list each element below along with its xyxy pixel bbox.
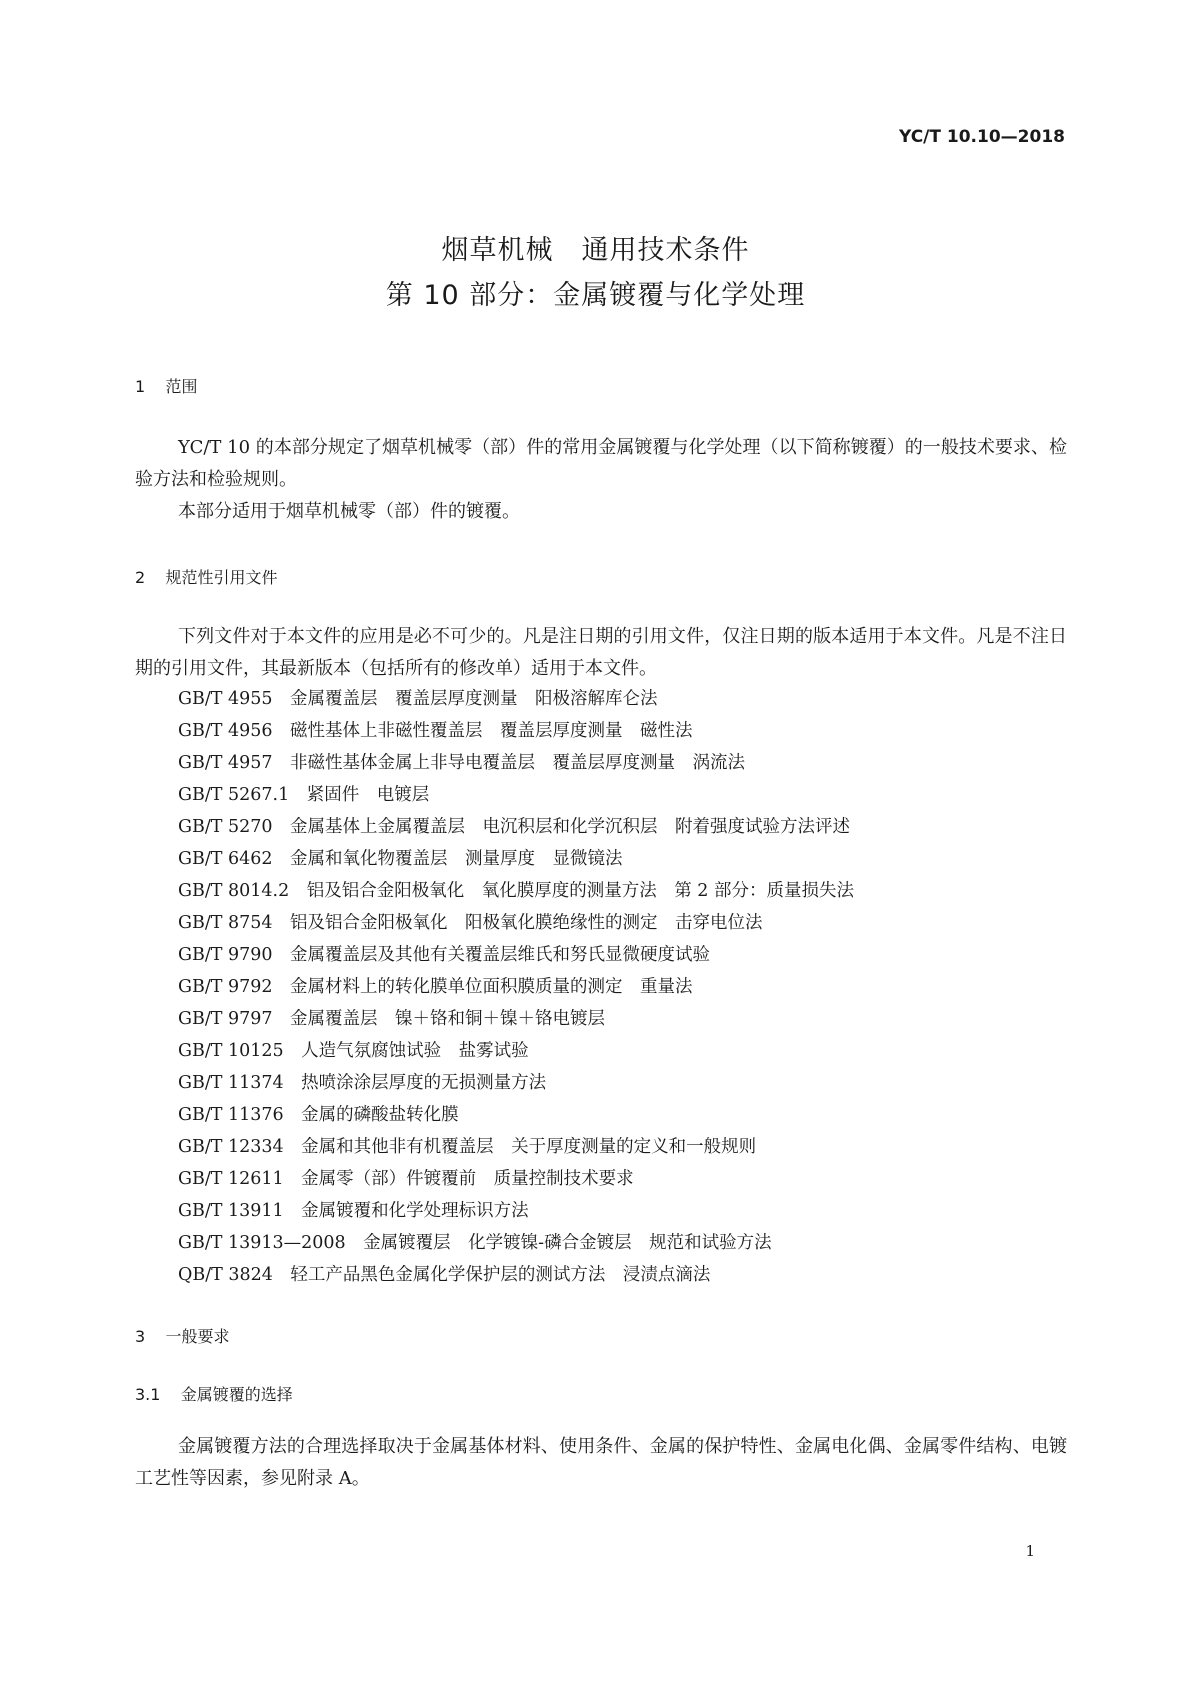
reference-code: GB/T 4956 [178,721,273,741]
reference-title: 金属镀覆和化学处理标识方法 [301,1201,529,1221]
reference-title: 热喷涂涂层厚度的无损测量方法 [301,1073,547,1093]
reference-item [178,1259,854,1291]
reference-code: GB/T 8754 [178,913,273,933]
reference-list [178,683,854,1291]
subsection-3-1-body [135,1431,1067,1495]
reference-item [178,875,854,907]
section-2-intro [135,621,1067,685]
reference-code: GB/T 8014.2 [178,881,290,901]
document-title [0,228,1191,318]
reference-code: QB/T 3824 [178,1265,273,1285]
reference-item [178,971,854,1003]
reference-code: GB/T 4957 [178,753,273,773]
reference-code: GB/T 10125 [178,1041,284,1061]
standard-code: YC/T 10.10—2018 [899,127,1065,147]
subsection-number: 3.1 [135,1385,161,1404]
paragraph: 下列文件对于本文件的应用是必不可少的。凡是注日期的引用文件，仅注日期的版本适用于本文件。凡是不注日期的引用文件，其最新版本（包括所有的修改单）适用于本文件。 [135,626,1067,679]
page-number: 1 [1025,1542,1035,1560]
reference-title: 人造气氛腐蚀试验 盐雾试验 [301,1041,529,1061]
title-line-1: 烟草机械 通用技术条件 [441,235,750,266]
reference-item [178,939,854,971]
reference-item [178,1035,854,1067]
section-number: 1 [135,377,146,396]
reference-item [178,811,854,843]
reference-code: GB/T 9797 [178,1009,273,1029]
reference-title: 铝及铝合金阳极氧化 氧化膜厚度的测量方法 第 2 部分：质量损失法 [306,881,854,901]
reference-title: 金属镀覆层 化学镀镍-磷合金镀层 规范和试验方法 [363,1233,772,1253]
section-title: 一般要求 [165,1327,230,1346]
reference-title: 金属和氧化物覆盖层 测量厚度 显微镜法 [290,849,623,869]
section-1-body [135,432,1067,528]
reference-title: 磁性基体上非磁性覆盖层 覆盖层厚度测量 磁性法 [290,721,693,741]
reference-code: GB/T 11374 [178,1073,284,1093]
reference-title: 金属基体上金属覆盖层 电沉积层和化学沉积层 附着强度试验方法评述 [290,817,851,837]
reference-item [178,747,854,779]
reference-title: 紧固件 电镀层 [306,785,430,805]
reference-item [178,715,854,747]
section-title: 规范性引用文件 [165,568,278,587]
reference-item [178,1227,854,1259]
reference-item [178,907,854,939]
reference-item [178,1195,854,1227]
reference-title: 金属和其他非有机覆盖层 关于厚度测量的定义和一般规则 [301,1137,757,1157]
section-number: 3 [135,1327,146,1346]
reference-item [178,1003,854,1035]
reference-title: 金属覆盖层 覆盖层厚度测量 阳极溶解库仑法 [290,689,658,709]
paragraph: 金属镀覆方法的合理选择取决于金属基体材料、使用条件、金属的保护特性、金属电化偶、金属零件结构、电镀工艺性等因素，参见附录 A。 [135,1436,1067,1489]
section-title: 范围 [165,377,198,396]
section-2-heading [135,565,278,588]
reference-code: GB/T 6462 [178,849,273,869]
reference-title: 金属零（部）件镀覆前 质量控制技术要求 [301,1169,634,1189]
subsection-title: 金属镀覆的选择 [180,1385,293,1404]
reference-title: 金属覆盖层及其他有关覆盖层维氏和努氏显微硬度试验 [290,945,711,965]
reference-code: GB/T 4955 [178,689,273,709]
reference-code: GB/T 9792 [178,977,273,997]
reference-title: 铝及铝合金阳极氧化 阳极氧化膜绝缘性的测定 击穿电位法 [290,913,763,933]
reference-code: GB/T 12611 [178,1169,284,1189]
subsection-3-1-heading [135,1382,293,1405]
reference-code: GB/T 11376 [178,1105,284,1125]
reference-item [178,779,854,811]
reference-code: GB/T 12334 [178,1137,284,1157]
reference-code: GB/T 13913—2008 [178,1233,346,1253]
section-number: 2 [135,568,146,587]
reference-code: GB/T 5267.1 [178,785,290,805]
paragraph: 本部分适用于烟草机械零（部）件的镀覆。 [178,501,520,522]
reference-title: 非磁性基体金属上非导电覆盖层 覆盖层厚度测量 涡流法 [290,753,746,773]
reference-item [178,1067,854,1099]
reference-title: 金属的磷酸盐转化膜 [301,1105,459,1125]
reference-item [178,683,854,715]
section-3-heading [135,1324,230,1347]
paragraph: YC/T 10 的本部分规定了烟草机械零（部）件的常用金属镀覆与化学处理（以下简称镀覆）的一般技术要求、检验方法和检验规则。 [135,437,1067,490]
title-line-2: 第 10 部分：金属镀覆与化学处理 [385,280,806,311]
reference-item [178,1131,854,1163]
reference-code: GB/T 13911 [178,1201,284,1221]
reference-item [178,843,854,875]
reference-title: 轻工产品黑色金属化学保护层的测试方法 浸渍点滴法 [290,1265,711,1285]
reference-title: 金属覆盖层 镍＋铬和铜＋镍＋铬电镀层 [290,1009,606,1029]
reference-item [178,1099,854,1131]
reference-item [178,1163,854,1195]
section-1-heading [135,374,198,397]
reference-title: 金属材料上的转化膜单位面积膜质量的测定 重量法 [290,977,693,997]
reference-code: GB/T 5270 [178,817,273,837]
reference-code: GB/T 9790 [178,945,273,965]
